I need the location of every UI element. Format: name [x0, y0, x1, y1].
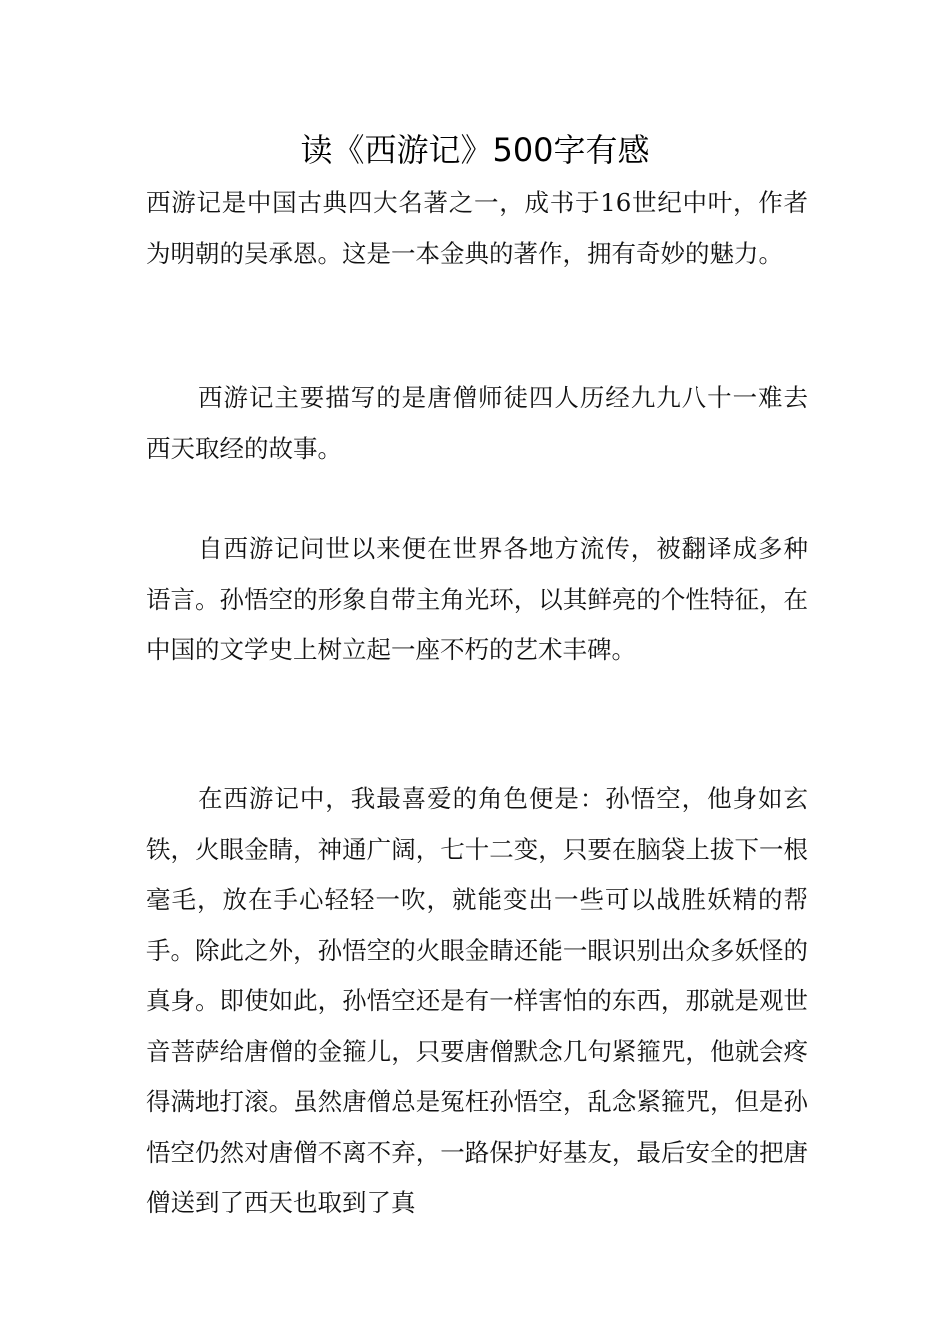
document-title: 读《西游记》500字有感: [300, 131, 650, 169]
paragraph-influence: 自西游记问世以来便在世界各地方流传，被翻译成多种语言。孙悟空的形象自带主角光环，以其鲜亮的个性特征，在中国的文学史上树立起一座不朽的艺术丰碑。: [146, 534, 808, 664]
paragraph-intro: 西游记是中国古典四大名著之一，成书于16世纪中叶，作者为明朝的吴承恩。这是一本金典的著作，拥有奇妙的魅力。: [146, 188, 808, 268]
paragraph-favorite-character: 在西游记中，我最喜爱的角色便是：孙悟空，他身如玄铁，火眼金睛，神通广阔，七十二变，只要在脑袋上拔下一根毫毛，放在手心轻轻一吹，就能变出一些可以战胜妖精的帮手。除此之外，孙悟空的火眼金睛还能一眼识别出众多妖怪的真身。即使如此，孙悟空还是有一样害怕的东西，那就是观世音菩萨给唐僧的金箍儿，只要唐僧默念几句紧箍咒，他就会疼得满地打滚。虽然唐僧总是冤枉孙悟空，乱念紧箍咒，但是孙悟空仍然对唐僧不离不弃，一路保护好基友，最后安全的把唐僧送到了西天也取到了真: [146, 784, 808, 1217]
paragraph-summary: 西游记主要描写的是唐僧师徒四人历经九九八十一难去西天取经的故事。: [146, 383, 808, 463]
